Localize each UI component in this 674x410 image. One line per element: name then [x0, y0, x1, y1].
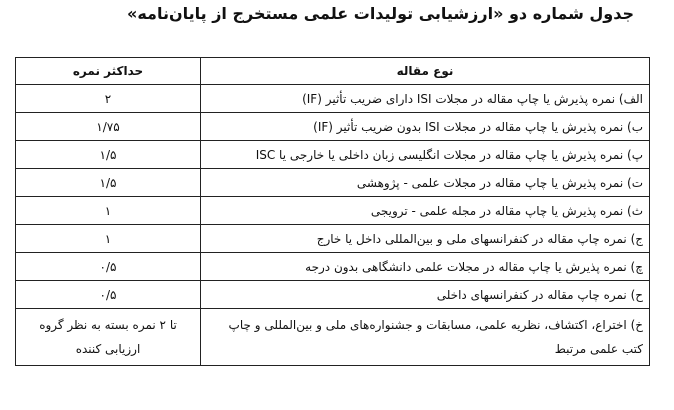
table-row	[16, 197, 650, 225]
header-article-type: نوع مقاله	[201, 58, 650, 85]
max-score-cell: ۰/۵	[16, 281, 201, 309]
table-row	[16, 281, 650, 309]
article-type-cell: ج) نمره چاپ مقاله در کنفرانسهای ملی و بین‌المللی داخل یا خارج	[201, 225, 650, 253]
table-row	[16, 225, 650, 253]
article-type-cell: ح) نمره چاپ مقاله در کنفرانسهای داخلی	[201, 281, 650, 309]
max-score-cell: تا ۲ نمره بسته به نظر گروه ارزیابی کننده	[16, 309, 201, 366]
article-type-cell: ث) نمره پذیرش یا چاپ مقاله در مجله علمی - ترویجی	[201, 197, 650, 225]
table-header-row	[16, 58, 650, 85]
max-score-cell: ۱/۷۵	[16, 113, 201, 141]
table-row	[16, 309, 650, 366]
max-score-cell: ۱	[16, 225, 201, 253]
table-row	[16, 85, 650, 113]
article-type-cell: چ) نمره پذیرش یا چاپ مقاله در مجلات علمی دانشگاهی بدون درجه	[201, 253, 650, 281]
header-max-score: حداکثر نمره	[16, 58, 201, 85]
max-score-cell: ۰/۵	[16, 253, 201, 281]
max-score-cell: ۱/۵	[16, 141, 201, 169]
table-row	[16, 253, 650, 281]
grading-table	[15, 57, 650, 366]
page-title: جدول شماره دو «ارزشیابی تولیدات علمی مستخرج از پایان‌نامه»	[127, 4, 634, 23]
table-row	[16, 141, 650, 169]
max-score-cell: ۱/۵	[16, 169, 201, 197]
article-type-cell: ت) نمره پذیرش یا چاپ مقاله در مجلات علمی - پژوهشی	[201, 169, 650, 197]
table-row	[16, 169, 650, 197]
article-type-cell: ب) نمره پذیرش یا چاپ مقاله در مجلات ISI بدون ضریب تأثیر (IF)	[201, 113, 650, 141]
max-score-cell: ۲	[16, 85, 201, 113]
table-row	[16, 113, 650, 141]
article-type-cell: خ) اختراع، اکتشاف، نظریه علمی، مسابقات و جشنواره‌های ملی و بین‌المللی و چاپ کتب علمی مرتبط	[201, 309, 650, 366]
article-type-cell: پ) نمره پذیرش یا چاپ مقاله در مجلات انگلیسی زبان داخلی یا خارجی یا ISC	[201, 141, 650, 169]
article-type-cell: الف) نمره پذیرش یا چاپ مقاله در مجلات ISI دارای ضریب تأثیر (IF)	[201, 85, 650, 113]
max-score-cell: ۱	[16, 197, 201, 225]
